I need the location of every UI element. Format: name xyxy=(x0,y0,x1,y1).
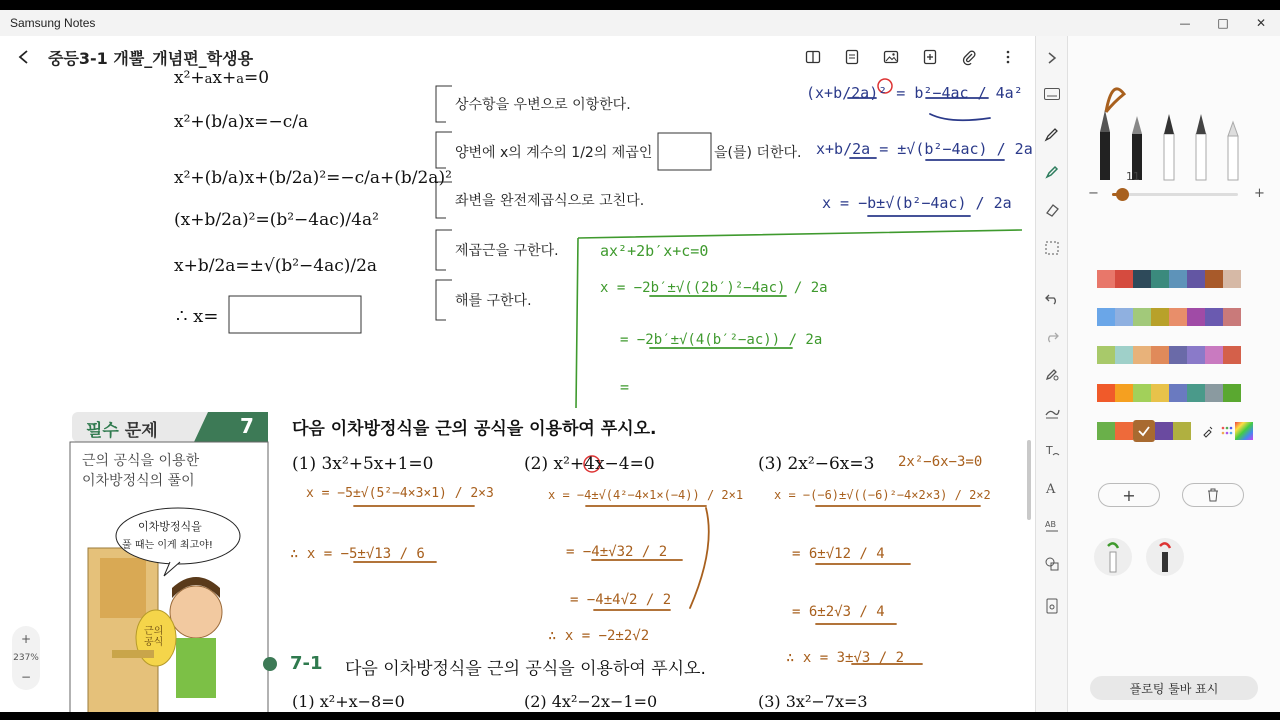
pen-tool-button[interactable] xyxy=(1036,118,1068,150)
answer-3-line-1: x = −(−6)±√((−6)²−4×2×3) / 2×2 xyxy=(774,488,991,502)
insert-image-button[interactable] xyxy=(871,36,910,78)
check-icon xyxy=(1133,420,1155,442)
handwriting-line-3: x = −b±√(b²−4ac) / 2a xyxy=(822,194,1012,212)
shapes-button[interactable] xyxy=(1036,548,1068,580)
color-swatch[interactable] xyxy=(1151,384,1169,402)
zoom-out-button[interactable]: − xyxy=(20,670,32,684)
eyedropper-button[interactable] xyxy=(1199,422,1217,440)
problem-q2: (2) x²+4x−4=0 xyxy=(524,454,655,474)
more-vertical-icon xyxy=(1000,49,1016,65)
eq-5: ∴ x= xyxy=(176,306,219,327)
minimize-icon: — xyxy=(1179,16,1191,30)
pencil[interactable] xyxy=(1196,114,1206,180)
brown-fraction-lines xyxy=(354,506,980,664)
handwriting-line-1: (x+b/2a)² = b²−4ac / 4a² xyxy=(806,84,1023,102)
color-swatch[interactable] xyxy=(1187,270,1205,288)
palette-dots-icon xyxy=(1220,425,1232,437)
problem-number: 7 xyxy=(240,414,254,438)
green-line-1: ax²+2b′x+c=0 xyxy=(600,242,709,260)
answer-3-line-4: ∴ x = 3±√3 / 2 xyxy=(786,650,905,666)
favorite-pen-1[interactable] xyxy=(1094,538,1132,576)
eq-3: (x+b/2a)²=(b²−4ac)/4a² xyxy=(174,210,379,230)
answer-3-line-3: = 6±2√3 / 4 xyxy=(792,604,885,620)
color-swatch[interactable] xyxy=(1155,422,1173,440)
add-pen-button[interactable] xyxy=(1098,483,1160,507)
color-swatch[interactable] xyxy=(1115,346,1133,364)
back-button[interactable] xyxy=(0,36,48,78)
problem-tag-label: 필수 xyxy=(86,421,119,441)
color-swatch[interactable] xyxy=(1115,384,1133,402)
custom-color-swatch[interactable] xyxy=(1235,422,1253,440)
title-bar xyxy=(0,10,1280,36)
answer-2-line-3: = −4±4√2 / 2 xyxy=(570,592,672,608)
step-3: 좌변을 완전제곱식으로 고친다. xyxy=(455,193,645,209)
insert-file-button[interactable] xyxy=(910,36,949,78)
straighten-icon xyxy=(1044,404,1060,420)
convert-text-button[interactable] xyxy=(1036,510,1068,542)
pen-settings-button[interactable] xyxy=(1036,358,1068,390)
color-swatch[interactable] xyxy=(1187,346,1205,364)
subproblem-q1: (1) x²+x−8=0 xyxy=(292,692,405,711)
size-increase-button[interactable]: + xyxy=(1254,186,1265,201)
document-tools xyxy=(793,36,1027,78)
color-swatch[interactable] xyxy=(1097,308,1115,326)
handwriting-icon xyxy=(1044,480,1060,496)
paperclip-icon xyxy=(961,49,977,65)
selection-tool-button[interactable] xyxy=(1036,232,1068,264)
pen-size-slider[interactable] xyxy=(1112,193,1238,196)
book-icon xyxy=(805,49,821,65)
blank-box-answer xyxy=(229,296,361,333)
bottom-strip xyxy=(0,712,1280,720)
svg-text:AB: AB xyxy=(1045,520,1056,529)
problem-q3: (3) 2x²−6x=3 xyxy=(758,454,875,474)
eq-partial-top: x²+ax+a=0 xyxy=(174,68,270,88)
zoom-in-button[interactable]: + xyxy=(20,632,32,646)
pen-settings-icon xyxy=(1044,366,1060,382)
color-swatch[interactable] xyxy=(1115,270,1133,288)
plus-icon: + xyxy=(1122,485,1136,505)
problem-tag xyxy=(86,416,158,441)
text-page-icon xyxy=(844,49,860,65)
maximize-icon: □ xyxy=(1217,16,1229,30)
color-swatch[interactable] xyxy=(1205,270,1223,288)
eraser-tool-button[interactable] xyxy=(1036,194,1068,226)
color-swatch[interactable] xyxy=(1097,422,1115,440)
text-tool-button[interactable] xyxy=(1036,434,1068,466)
close-button[interactable] xyxy=(1242,10,1280,36)
color-swatch[interactable] xyxy=(1169,308,1187,326)
favorite-pen-2[interactable] xyxy=(1146,538,1184,576)
color-swatch[interactable] xyxy=(1097,270,1115,288)
document-add-icon xyxy=(922,49,938,65)
text-icon xyxy=(1044,442,1060,458)
book-view-button[interactable] xyxy=(793,36,832,78)
pen-size-value: 11 xyxy=(1126,170,1140,183)
favorite-pen-green-icon xyxy=(1094,538,1132,576)
pen-icon xyxy=(1044,126,1060,142)
color-swatch[interactable] xyxy=(1151,308,1169,326)
step-5: 해를 구한다. xyxy=(455,293,532,309)
color-swatch[interactable] xyxy=(1173,422,1191,440)
highlighter-tool-button[interactable] xyxy=(1036,156,1068,188)
step-1: 상수항을 우변으로 이항한다. xyxy=(455,97,631,113)
color-swatch[interactable] xyxy=(1115,308,1133,326)
attach-button[interactable] xyxy=(949,36,988,78)
redo-icon xyxy=(1045,329,1059,343)
undo-button[interactable] xyxy=(1036,282,1068,314)
minimize-button[interactable] xyxy=(1166,10,1204,36)
color-swatch[interactable] xyxy=(1169,346,1187,364)
fountain-pen[interactable] xyxy=(1100,89,1124,180)
swatch-row xyxy=(1097,270,1241,288)
side-caption-2: 이차방정식의 풀이 xyxy=(82,473,195,489)
color-swatch[interactable] xyxy=(1133,384,1151,402)
keyboard-icon xyxy=(1044,88,1060,100)
color-swatch[interactable] xyxy=(1205,308,1223,326)
swatch-row xyxy=(1097,422,1253,442)
color-swatch[interactable] xyxy=(1169,270,1187,288)
document-title: 중등3-1 개뿔_개념편_학생용 xyxy=(48,48,254,68)
floating-toolbar-label: 플로팅 툴바 표시 xyxy=(1129,681,1219,696)
problem-q1: (1) 3x²+5x+1=0 xyxy=(292,454,434,474)
subproblem-q3: (3) 3x²−7x=3 xyxy=(758,692,868,711)
app-name: Samsung Notes xyxy=(10,16,96,30)
undo-icon xyxy=(1045,291,1059,305)
side-toolbar xyxy=(1035,36,1068,712)
straighten-button[interactable] xyxy=(1036,396,1068,428)
pen-types xyxy=(1068,72,1280,192)
swatch-row xyxy=(1097,384,1241,402)
cartoon-door-panel xyxy=(100,558,146,618)
color-swatch[interactable] xyxy=(1169,384,1187,402)
green-line-2: x = −2b′±√((2b′)²−4ac) / 2a xyxy=(600,280,828,296)
chevron-left-icon xyxy=(17,50,31,64)
derivation-arrows xyxy=(436,86,452,320)
color-swatch[interactable] xyxy=(1223,346,1241,364)
image-icon xyxy=(883,49,899,65)
more-options-button[interactable] xyxy=(988,36,1027,78)
svg-text:T: T xyxy=(1046,444,1053,457)
color-swatch[interactable] xyxy=(1205,346,1223,364)
problem-heading: 다음 이차방정식을 근의 공식을 이용하여 푸시오. xyxy=(292,419,657,439)
shapes-icon xyxy=(1044,556,1060,572)
maximize-button[interactable] xyxy=(1204,10,1242,36)
green-line-4: = xyxy=(620,378,630,396)
color-swatch[interactable] xyxy=(1133,308,1151,326)
section-bullet xyxy=(263,657,277,671)
note-canvas[interactable] xyxy=(0,68,1035,712)
answer-1-line-2: ∴ x = −5±√13 / 6 xyxy=(290,546,425,562)
convert-text-icon xyxy=(1044,518,1060,534)
key-label: 근의 공식 xyxy=(144,626,164,648)
color-swatch[interactable] xyxy=(1133,346,1151,364)
color-swatch[interactable] xyxy=(1115,422,1133,440)
answer-2-line-2: = −4±√32 / 2 xyxy=(566,544,668,560)
selection-icon xyxy=(1045,241,1059,255)
step-2b: 을(를) 더한다. xyxy=(714,145,802,161)
brush-pen[interactable] xyxy=(1164,114,1174,180)
green-line-3: = −2b′±√(4(b′²−ac)) / 2a xyxy=(620,332,823,348)
floating-toolbar-button[interactable] xyxy=(1090,676,1258,700)
color-swatch[interactable] xyxy=(1223,384,1241,402)
collapse-panel-button[interactable] xyxy=(1036,42,1068,74)
blank-box-square xyxy=(658,133,711,170)
highlighter-icon xyxy=(1044,164,1060,180)
text-mode-button[interactable] xyxy=(832,36,871,78)
pen-settings-panel xyxy=(1068,36,1280,712)
marker-pen[interactable] xyxy=(1228,122,1238,180)
cartoon-boy-shirt xyxy=(176,638,216,698)
eyedropper-icon xyxy=(1202,425,1214,437)
derivation-equations xyxy=(174,70,269,86)
color-swatch[interactable] xyxy=(1223,308,1241,326)
answer-3-rearranged: 2x²−6x−3=0 xyxy=(898,454,983,470)
side-caption-1: 근의 공식을 이용한 xyxy=(82,453,200,469)
answer-2-line-1: x = −4±√(4²−4×1×(−4)) / 2×1 xyxy=(548,488,744,502)
eq-1: x²+(b/a)x=−c/a xyxy=(174,112,309,132)
color-swatch[interactable] xyxy=(1151,346,1169,364)
document-toolbar xyxy=(0,36,1035,78)
more-colors-button[interactable] xyxy=(1217,422,1235,440)
eq-4: x+b/2a=±√(b²−4ac)/2a xyxy=(174,256,378,276)
favorite-pen-red-icon xyxy=(1146,538,1184,576)
color-swatch[interactable] xyxy=(1151,270,1169,288)
color-swatch[interactable] xyxy=(1133,270,1151,288)
eq-2: x²+(b/a)x+(b/2a)²=−c/a+(b/2a)² xyxy=(174,168,452,188)
zoom-level: 237% xyxy=(13,653,39,663)
subproblem-heading: 다음 이차방정식을 근의 공식을 이용하여 푸시오. xyxy=(345,659,706,679)
pen-size-slider-thumb[interactable] xyxy=(1116,188,1129,201)
color-swatch[interactable] xyxy=(1133,420,1155,442)
speech-bubble-tail xyxy=(164,562,180,576)
close-icon: ✕ xyxy=(1255,16,1267,30)
answer-3-line-2: = 6±√12 / 4 xyxy=(792,546,885,562)
problem-tag-label-2: 문제 xyxy=(124,421,158,441)
svg-text:A: A xyxy=(1046,482,1056,497)
pages-button[interactable] xyxy=(1036,590,1068,622)
window-controls xyxy=(1166,10,1280,36)
step-4: 제곱근을 구한다. xyxy=(455,243,559,259)
zoom-control xyxy=(12,626,40,690)
eraser-icon xyxy=(1044,202,1060,218)
handwriting-line-2: x+b/2a = ±√(b²−4ac) / 2a xyxy=(816,140,1033,158)
redo-button[interactable] xyxy=(1036,320,1068,352)
trash-icon xyxy=(1207,488,1219,502)
speech-bubble-line-1: 이차방정식을 xyxy=(138,520,202,533)
cartoon-key-shaft xyxy=(112,650,154,658)
answer-1-line-1: x = −5±√(5²−4×3×1) / 2×3 xyxy=(306,486,494,501)
cartoon-boy-head xyxy=(170,586,222,638)
color-swatch[interactable] xyxy=(1205,384,1223,402)
step-2a: 양변에 x의 계수의 1/2의 제곱인 xyxy=(455,145,653,161)
swatch-row xyxy=(1097,346,1241,364)
color-swatch[interactable] xyxy=(1097,346,1115,364)
keyboard-mode-button[interactable] xyxy=(1036,78,1068,110)
color-swatch[interactable] xyxy=(1223,270,1241,288)
handwriting-to-text-button[interactable] xyxy=(1036,472,1068,504)
color-swatch[interactable] xyxy=(1187,384,1205,402)
speech-bubble-line-2: 풀 때는 이게 최고야! xyxy=(122,540,213,551)
color-swatch[interactable] xyxy=(1187,308,1205,326)
delete-pen-button[interactable] xyxy=(1182,483,1244,507)
subproblem-q2: (2) 4x²−2x−1=0 xyxy=(524,692,658,711)
pages-icon xyxy=(1044,598,1060,614)
chevron-right-icon xyxy=(1046,52,1058,64)
color-swatch[interactable] xyxy=(1097,384,1115,402)
swatch-row xyxy=(1097,308,1241,326)
subproblem-number: 7-1 xyxy=(290,653,323,674)
size-decrease-button[interactable]: − xyxy=(1088,186,1099,201)
vertical-scrollbar[interactable] xyxy=(1027,440,1031,520)
answer-2-line-4: ∴ x = −2±2√2 xyxy=(548,628,650,644)
